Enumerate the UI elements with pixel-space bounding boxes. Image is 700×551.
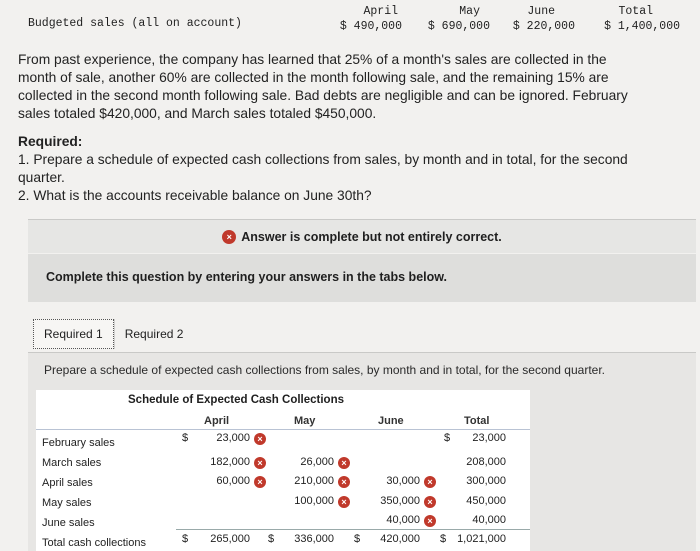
error-icon: × xyxy=(222,230,236,244)
cell-mar-may[interactable]: 26,000 xyxy=(300,456,334,468)
row-label-february: February sales xyxy=(42,437,115,449)
paragraph-line: collected in the second month following sale. Bad debts are negligible and can be ignored. February xyxy=(18,88,628,103)
banner-text: Answer is complete but not entirely correct. xyxy=(241,229,502,244)
budget-label: Budgeted sales (all on account) xyxy=(28,17,242,30)
paragraph-line: sales totaled $420,000, and March sales totaled $450,000. xyxy=(18,106,377,121)
panel-instruction: Prepare a schedule of expected cash collections from sales, by month and in total, for the second quarter. xyxy=(44,363,605,377)
dollar-sign: $ xyxy=(182,533,189,545)
error-icon: × xyxy=(254,457,266,469)
budget-value-april: $ 490,000 xyxy=(339,20,402,33)
dollar-sign: $ xyxy=(354,533,361,545)
budget-value-june: $ 220,000 xyxy=(512,20,575,33)
dollar-sign: $ xyxy=(182,432,189,444)
row-label-march: March sales xyxy=(42,457,102,469)
cell-jun-june[interactable]: 40,000 xyxy=(386,514,420,526)
budget-header-may: May xyxy=(459,5,480,18)
budget-value-total: $ 1,400,000 xyxy=(604,20,680,33)
cell-may-total: 450,000 xyxy=(466,495,506,507)
cell-may-june[interactable]: 350,000 xyxy=(380,495,420,507)
col-header-june: June xyxy=(378,415,404,427)
paragraph-line: month of sale, another 60% are collected in the month following sale, and the remaining 15% are xyxy=(18,70,609,85)
required-title: Required: xyxy=(18,134,83,149)
instruction-text: Complete this question by entering your answers in the tabs below. xyxy=(46,270,447,284)
cell-total-june: 420,000 xyxy=(380,533,420,545)
cell-apr-may[interactable]: 210,000 xyxy=(294,475,334,487)
schedule-title: Schedule of Expected Cash Collections xyxy=(128,394,344,406)
tab-required-1[interactable]: Required 1 xyxy=(33,319,114,349)
error-icon: × xyxy=(254,433,266,445)
budget-header xyxy=(0,0,700,40)
tab-required-2[interactable]: Required 2 xyxy=(114,319,194,349)
cell-apr-total: 300,000 xyxy=(466,475,506,487)
total-divider xyxy=(176,529,530,530)
cell-jun-total: 40,000 xyxy=(472,514,506,526)
cell-total-total: 1,021,000 xyxy=(457,533,506,545)
problem-paragraph xyxy=(18,51,678,123)
instruction-box xyxy=(28,254,696,302)
error-icon: × xyxy=(338,457,350,469)
schedule-table xyxy=(36,390,530,551)
cell-may-may[interactable]: 100,000 xyxy=(294,495,334,507)
error-icon: × xyxy=(254,476,266,488)
col-header-total: Total xyxy=(464,415,490,427)
budget-header-june: June xyxy=(527,5,555,18)
cell-feb-total: 23,000 xyxy=(472,432,506,444)
error-icon: × xyxy=(424,496,436,508)
col-header-april: April xyxy=(204,415,230,427)
dollar-sign: $ xyxy=(444,432,451,444)
error-icon: × xyxy=(338,476,350,488)
cell-apr-june[interactable]: 30,000 xyxy=(386,475,420,487)
budget-header-april: April xyxy=(363,5,398,18)
cell-total-may: 336,000 xyxy=(294,533,334,545)
error-icon: × xyxy=(338,496,350,508)
result-banner xyxy=(28,219,696,253)
required-line: 1. Prepare a schedule of expected cash collections from sales, by month and in total, for the second xyxy=(18,152,628,167)
col-header-may: May xyxy=(294,415,316,427)
header-divider xyxy=(36,429,530,430)
dollar-sign: $ xyxy=(440,533,447,545)
row-label-june: June sales xyxy=(42,517,95,529)
budget-header-total: Total xyxy=(618,5,653,18)
cell-mar-april[interactable]: 182,000 xyxy=(210,456,250,468)
row-label-april: April sales xyxy=(42,477,93,489)
budget-value-may: $ 690,000 xyxy=(427,20,490,33)
error-icon: × xyxy=(424,476,436,488)
cell-mar-total: 208,000 xyxy=(466,456,506,468)
cell-apr-april[interactable]: 60,000 xyxy=(216,475,250,487)
required-line: 2. What is the accounts receivable balance on June 30th? xyxy=(18,188,372,203)
error-icon: × xyxy=(424,515,436,527)
dollar-sign: $ xyxy=(268,533,275,545)
paragraph-line: From past experience, the company has learned that 25% of a month's sales are collected in the xyxy=(18,52,607,67)
required-section xyxy=(18,133,678,205)
row-label-may: May sales xyxy=(42,497,92,509)
row-label-total: Total cash collections xyxy=(42,537,146,549)
required-line: quarter. xyxy=(18,170,65,185)
tab-bar xyxy=(33,319,193,349)
cell-feb-april[interactable]: 23,000 xyxy=(216,432,250,444)
cell-total-april: 265,000 xyxy=(210,533,250,545)
